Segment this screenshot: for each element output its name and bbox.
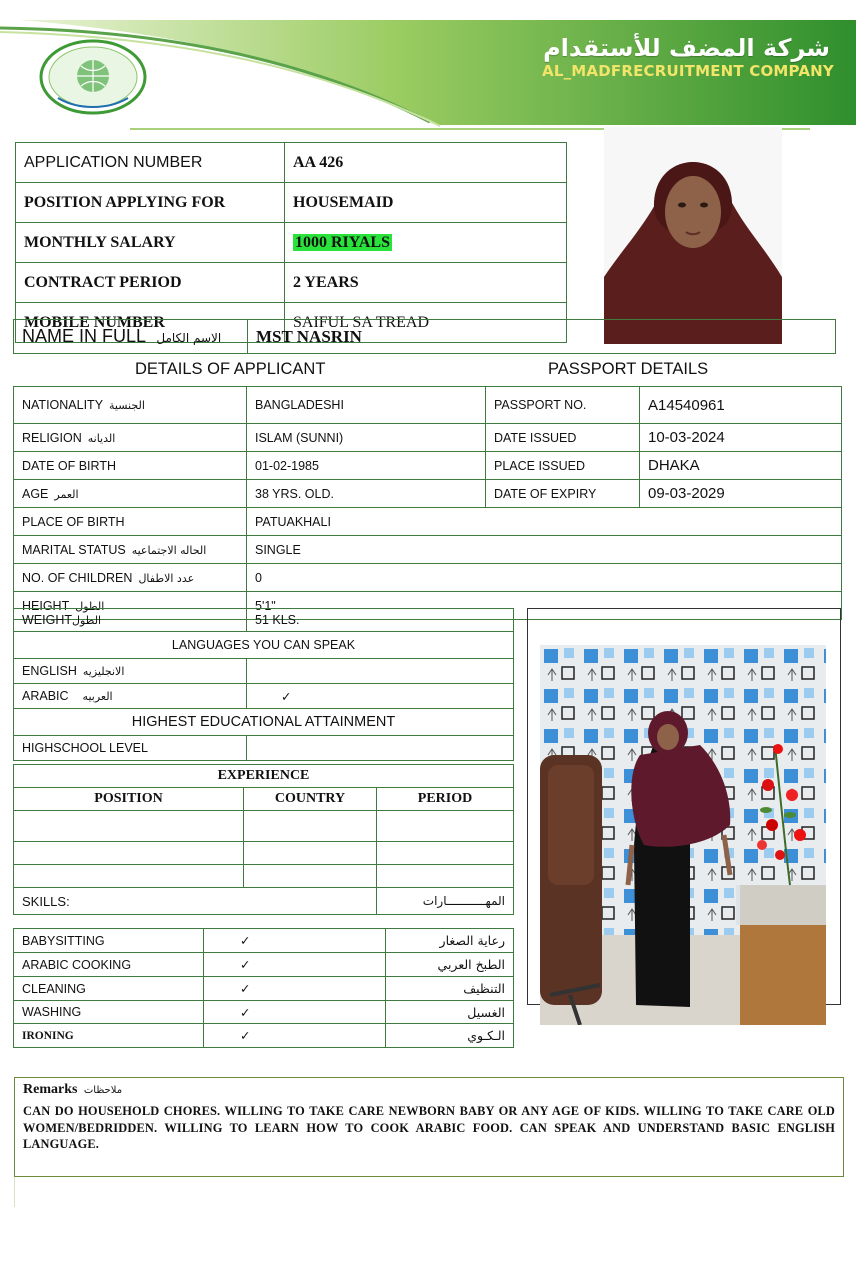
experience-cell [244,865,377,888]
table-row [14,508,842,536]
skill-check-cell [204,929,386,953]
religion-label: RELIGION [22,430,82,445]
experience-cell [377,842,514,865]
table-row [14,888,514,915]
table-row [16,183,567,223]
english-label-arabic: الانجليزيه [82,665,125,678]
check-icon: ✓ [240,982,251,996]
check-icon: ✓ [240,1029,251,1043]
remarks-box [14,1077,844,1177]
skill-label: ARABIC COOKING [14,953,204,977]
experience-title: EXPERIENCE [14,765,514,788]
position-value: HOUSEMAID [285,183,567,223]
table-row [14,452,842,480]
name-label: NAME IN FULL [22,326,146,346]
contract-value: 2 YEARS [285,263,567,303]
skill-label: IRONING [14,1024,204,1048]
nationality-label: NATIONALITY [22,398,104,412]
globe-logo-icon [38,38,148,116]
experience-cell [244,811,377,842]
table-row [14,480,842,508]
children-label-arabic: عدد الاطفال [138,571,195,585]
age-value: 38 YRS. OLD. [247,480,486,508]
detail-label-cell [14,424,247,452]
table-row [14,865,514,888]
dob-label: DATE OF BIRTH [14,452,247,480]
skill-check-cell [204,977,386,1001]
place-issued-value: DHAKA [640,452,842,480]
passport-no-value: A14540961 [640,387,842,424]
marital-status-label: MARITAL STATUS [22,542,126,557]
full-body-photo [540,645,826,1025]
experience-cell [377,865,514,888]
skill-check-cell [204,1024,386,1048]
mobile-label: MOBILE NUMBER [16,303,285,343]
date-expiry-value: 09-03-2029 [640,480,842,508]
name-label-cell [14,320,248,354]
experience-cell [14,865,244,888]
application-summary-table [15,142,567,343]
table-row [14,811,514,842]
passport-details-title: PASSPORT DETAILS [548,360,709,378]
salary-value: 1000 RIYALS [295,233,390,251]
skill-label-arabic: الطبخ العربي [386,953,514,977]
check-icon: ✓ [240,958,251,972]
nationality-label-arabic: الجنسية [109,399,145,412]
experience-table [13,764,514,915]
skill-check-cell [204,1001,386,1024]
education-value [247,736,514,761]
company-name-english: AL_MADFRECRUITMENT COMPANY [542,62,834,80]
skill-label: BABYSITTING [14,929,204,953]
place-of-birth-label: PLACE OF BIRTH [14,508,247,536]
arabic-check-icon: ✓ [281,689,292,704]
table-row [14,977,514,1001]
table-row [14,659,514,684]
table-row [14,736,514,761]
height-label-arabic: الطول [75,599,105,613]
height-label: HEIGHT [22,598,70,613]
skill-label: CLEANING [14,977,204,1001]
detail-label-cell [14,609,247,632]
detail-label-cell [14,564,247,592]
arabic-label: ARABIC [22,689,69,703]
children-value: 0 [247,564,842,592]
check-icon: ✓ [240,934,251,948]
age-label: AGE [22,486,49,501]
table-row [14,765,514,788]
children-label: NO. OF CHILDREN [22,570,133,585]
arabic-label-arabic: العربيه [82,690,113,703]
remarks-text: CAN DO HOUSEHOLD CHORES. WILLING TO TAKE CARE NEWBORN BABY OR ANY AGE OF KIDS. WILLING TO TAKE CARE OLD WOMEN/BEDRIDDEN. WILLING TO LEARN HOW TO COOK ARABIC FOOD. CAN SPEAK AND UNDERSTAND BASIC ENGLISH LANGUAGE. [23,1104,835,1151]
experience-header-country: COUNTRY [244,788,377,811]
table-row [14,609,514,632]
full-name-table [13,319,836,354]
portrait-icon [604,127,782,344]
detail-label-cell [14,684,247,709]
skill-label-arabic: الغسيل [386,1001,514,1024]
languages-education-table [13,608,514,761]
detail-label-cell [14,659,247,684]
page-border-bottom [14,1177,15,1207]
skills-header-label: SKILLS: [14,888,377,915]
religion-label-arabic: الديانه [87,431,116,445]
position-label: POSITION APPLYING FOR [16,183,285,223]
skill-label: WASHING [14,1001,204,1024]
header-banner [0,0,856,130]
mobile-value: SAIFUL SA TREAD [285,303,567,343]
table-row [14,953,514,977]
english-value [247,659,514,684]
full-name-value: MST NASRIN [248,320,836,354]
detail-label-cell [14,480,247,508]
nationality-value: BANGLADESHI [247,387,486,424]
applicant-portrait-photo [604,127,782,344]
table-row [14,709,514,736]
languages-title: LANGUAGES YOU CAN SPEAK [14,632,514,659]
experience-cell [14,811,244,842]
height-value: 5'1" [247,592,842,620]
table-row [14,1024,514,1048]
table-row [14,536,842,564]
table-row [14,320,836,354]
table-row [14,684,514,709]
arabic-value-cell [247,684,514,709]
name-label-arabic: الاسم الكامل [156,331,222,345]
date-issued-value: 10-03-2024 [640,424,842,452]
skill-label-arabic: التنظيف [386,977,514,1001]
detail-label-cell [14,387,247,424]
skill-label-arabic: رعاية الصغار [386,929,514,953]
skill-label-arabic: الـكـوي [386,1024,514,1048]
table-row [14,842,514,865]
weight-value: 51 KLS. [247,609,514,632]
skills-table [13,928,514,1048]
table-row [14,632,514,659]
table-row [14,1001,514,1024]
skills-header-arabic: المهـــــــــــارات [377,888,514,915]
table-row [14,564,842,592]
application-number-label: APPLICATION NUMBER [24,153,203,171]
date-expiry-label: DATE OF EXPIRY [486,480,640,508]
religion-value: ISLAM (SUNNI) [247,424,486,452]
remarks-label-arabic: ملاحظات [83,1085,123,1096]
table-row [16,223,567,263]
applicant-details-table [13,386,842,620]
dob-value: 01-02-1985 [247,452,486,480]
company-name-arabic: شركة المضف للأستقدام [543,34,830,62]
experience-cell [377,811,514,842]
weight-label: WEIGHT [22,613,72,627]
weight-label-arabic: الطول [72,614,102,627]
table-row [14,387,842,424]
table-row [14,424,842,452]
full-body-photo-icon [540,645,826,1025]
english-label: ENGLISH [22,664,77,678]
table-row [16,263,567,303]
contract-label: CONTRACT PERIOD [16,263,285,303]
education-level: HIGHSCHOOL LEVEL [14,736,247,761]
check-icon: ✓ [240,1005,251,1020]
salary-label: MONTHLY SALARY [16,223,285,263]
salary-cell [285,223,567,263]
marital-status-value: SINGLE [247,536,842,564]
row-label [16,143,285,183]
age-label-arabic: العمر [54,487,79,501]
passport-no-label: PASSPORT NO. [486,387,640,424]
remarks-heading [23,1080,835,1098]
table-row [14,929,514,953]
remarks-label: Remarks [23,1082,78,1097]
place-of-birth-value: PATUAKHALI [247,508,842,536]
place-issued-label: PLACE ISSUED [486,452,640,480]
experience-cell [244,842,377,865]
education-title: HIGHEST EDUCATIONAL ATTAINMENT [14,709,514,736]
date-issued-label: DATE ISSUED [486,424,640,452]
experience-cell [14,842,244,865]
table-row [16,143,567,183]
company-logo [38,38,148,116]
marital-status-label-arabic: الحاله الاجتماعيه [131,543,207,557]
experience-header-position: POSITION [14,788,244,811]
detail-label-cell [14,536,247,564]
table-row [14,788,514,811]
experience-header-period: PERIOD [377,788,514,811]
applicant-details-title: DETAILS OF APPLICANT [135,360,326,378]
application-number-value: AA 426 [285,143,567,183]
skill-check-cell [204,953,386,977]
